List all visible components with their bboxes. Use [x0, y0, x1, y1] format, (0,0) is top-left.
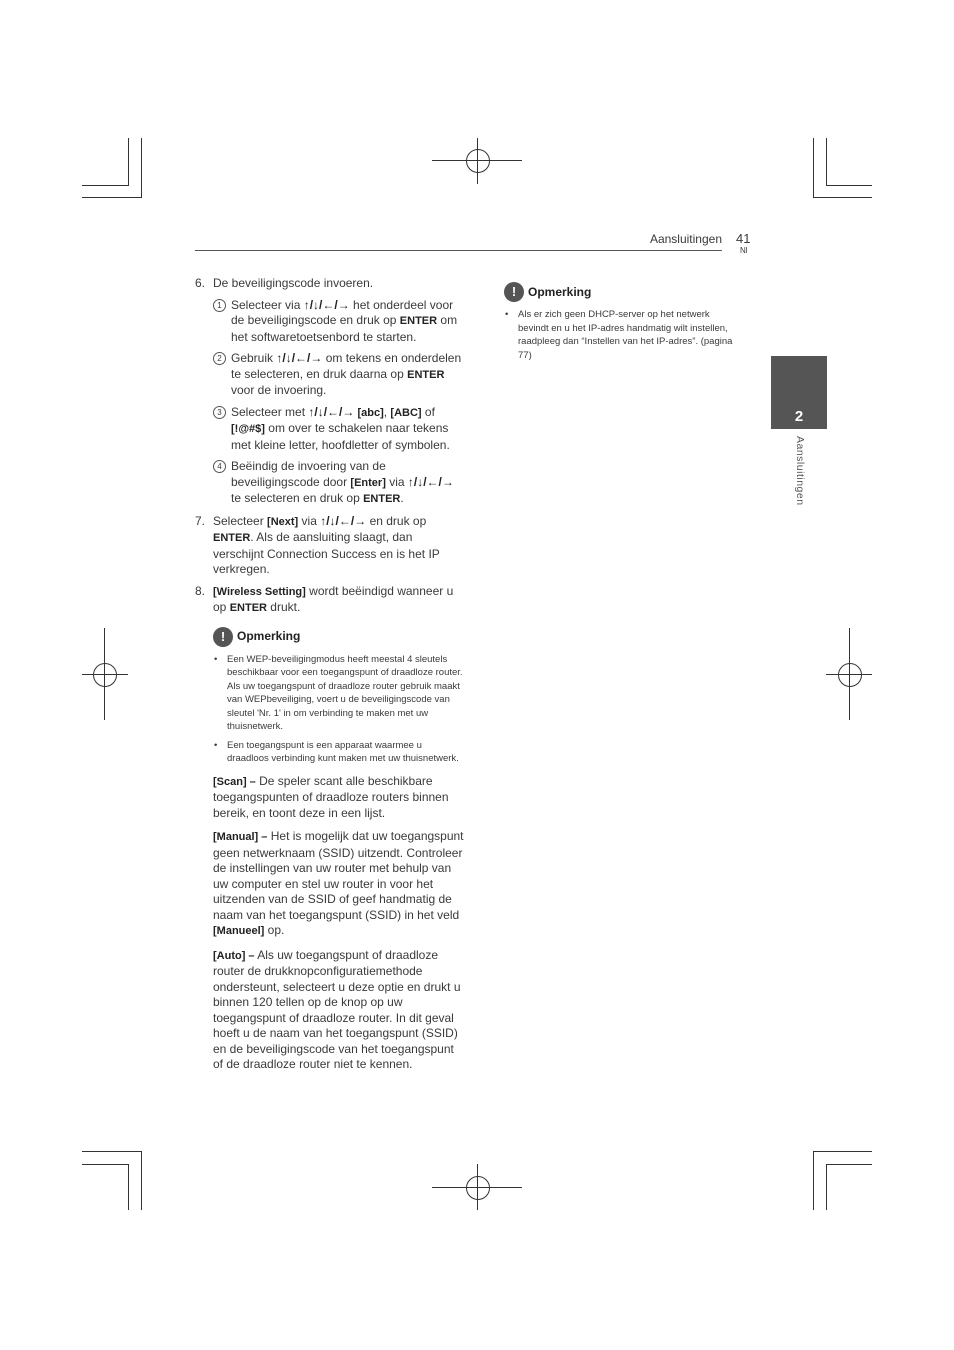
note-header — [504, 282, 740, 302]
key-label: [ABC] — [390, 406, 422, 419]
crop-mark — [826, 1164, 827, 1210]
crop-mark — [813, 197, 872, 198]
crop-mark — [82, 197, 141, 198]
substep-3 — [213, 405, 465, 454]
option-scan — [213, 774, 465, 822]
text: om tekens en onderdelen te selecteren, en druk daarna op — [231, 351, 462, 381]
text: en druk op — [366, 513, 427, 528]
registration-circle — [466, 149, 490, 173]
note-list — [213, 653, 465, 766]
text: voor de invoering. — [231, 383, 327, 397]
arrow-keys-icon: ↑/↓/←/→ — [308, 404, 355, 419]
text: Als uw toegangspunt of draadloze router de drukknopconfiguratiemethode ondersteunt, selecteert u deze optie en drukt u binnen 120 tellen op de knop op uw toegangspunt of draadloze router. In dit geval hoeft u de naam van het toegangspunt (SSID) en de beveiligingscode van het toegangspunt of de draadloze router niet te kennen. — [213, 947, 461, 1071]
note-item: • Als er zich geen DHCP-server op het netwerk bevindt en u het IP-adres handmatig wilt instellen, raadpleeg dan “Instellen van het IP-adres”. (pagina 77) — [504, 308, 740, 362]
header-section-title: Aansluitingen — [649, 232, 722, 246]
text: wordt beëindigd wanneer u op — [213, 583, 454, 614]
substep-marker: 3 — [213, 406, 226, 419]
exclamation-icon: ! — [213, 627, 233, 647]
registration-circle — [466, 1176, 490, 1200]
page-number: 41 — [736, 231, 751, 246]
key-label: [Enter] — [350, 476, 386, 489]
substep-4 — [213, 459, 465, 508]
chapter-tab — [771, 356, 827, 429]
key-label: [Manueel] — [213, 925, 265, 937]
header-rule — [195, 250, 722, 251]
text: het onderdeel voor de beveiligingscode en druk op — [231, 297, 454, 327]
substep-marker: 2 — [213, 352, 226, 365]
crop-mark — [128, 1164, 129, 1210]
option-label: [Manual] – — [213, 831, 268, 843]
step-text: De beveiligingscode invoeren. — [213, 276, 374, 290]
key-label: ENTER — [363, 493, 401, 505]
note-title: Opmerking — [528, 285, 592, 299]
text: Selecteer via — [231, 297, 304, 312]
text: via — [385, 474, 408, 489]
crop-mark — [82, 1164, 128, 1165]
text: op. — [264, 923, 285, 937]
text: De speler scant alle beschikbare toegangspunten of draadloze routers binnen bereik, en toont deze in een lijst. — [213, 773, 449, 820]
text: via — [298, 513, 321, 528]
text: of — [421, 404, 435, 419]
text: te selecteren en druk op — [231, 491, 364, 505]
text: om over te schakelen naar tekens met kleine letter, hoofdletter of symbolen. — [231, 421, 450, 452]
substep-marker: 4 — [213, 460, 226, 473]
text: , — [383, 404, 391, 419]
key-label: ENTER — [213, 532, 251, 544]
language-code: Nl — [740, 246, 748, 255]
text: Het is mogelijk dat uw toegangspunt geen netwerknaam (SSID) uitzendt. Controleer de instellingen van uw router met behulp van uw computer en stel uw router in voor het uitzenden van de SSID of geef handmatig de naam van het toegangspunt (SSID) in het veld — [213, 829, 464, 922]
chapter-side-label: Aansluitingen — [794, 436, 806, 506]
text: om het softwaretoetsenbord te starten. — [231, 313, 458, 344]
key-label: ENTER — [407, 368, 445, 381]
note-item: • Een WEP-beveiligingmodus heeft meestal 4 sleutels beschikbaar voor een toegangspunt of draadloze router. Als uw toegangspunt of draadloze router gebruik maakt van WEPbeveiliging, voert u de beveiligingscode van sleutel 'Nr. 1' in om verbinding te maken met uw thuisnetwerk. — [213, 653, 465, 734]
text: . Als de aansluiting slaagt, dan verschijnt Connection Success en is het IP verkregen. — [213, 530, 440, 576]
key-label: ENTER — [399, 315, 438, 327]
exclamation-icon: ! — [504, 282, 524, 302]
registration-circle — [93, 663, 117, 687]
step-7 — [195, 514, 465, 578]
text: . — [400, 491, 404, 505]
text: drukt. — [266, 600, 301, 614]
key-label: ENTER — [229, 602, 267, 614]
option-auto — [213, 948, 465, 1073]
note-header — [213, 627, 465, 647]
step-6 — [195, 276, 465, 508]
step-8 — [195, 584, 465, 617]
arrow-keys-icon: ↑/↓/←/→ — [303, 297, 350, 312]
key-label: [Next] — [267, 515, 299, 528]
crop-mark — [826, 138, 827, 186]
crop-mark — [141, 138, 142, 198]
step-number: 7. — [195, 513, 206, 528]
arrow-keys-icon: ↑/↓/←/→ — [276, 351, 323, 365]
step-number: 8. — [195, 583, 206, 598]
crop-mark — [813, 1151, 814, 1210]
step-number: 6. — [195, 276, 206, 290]
note-list — [504, 308, 740, 362]
crop-mark — [82, 1151, 141, 1152]
left-column — [195, 276, 465, 1073]
option-label: [Auto] – — [213, 949, 255, 962]
right-column — [504, 282, 740, 367]
chapter-number: 2 — [794, 408, 804, 425]
substep-1 — [213, 298, 465, 346]
crop-mark — [813, 1151, 872, 1152]
arrow-keys-icon: ↑/↓/←/→ — [320, 513, 367, 528]
crop-mark — [128, 138, 129, 186]
key-label: [Wireless Setting] — [213, 585, 306, 598]
crop-mark — [826, 1164, 872, 1165]
note-item: • Een toegangspunt is een apparaat waarmee u draadloos verbinding kunt maken met uw thuisnetwerk. — [213, 739, 465, 766]
key-label: [abc] — [354, 406, 384, 419]
substep-marker: 1 — [213, 299, 226, 312]
substep-2 — [213, 351, 465, 399]
text: Selecteer — [213, 513, 268, 528]
option-label: [Scan] – — [213, 775, 256, 788]
crop-mark — [813, 138, 814, 198]
crop-mark — [141, 1151, 142, 1210]
text: Gebruik — [231, 351, 277, 365]
note-title: Opmerking — [237, 628, 301, 643]
option-manual — [213, 829, 465, 940]
text: Selecteer met — [231, 404, 309, 419]
note-left — [213, 627, 465, 766]
registration-circle — [838, 663, 862, 687]
text: Beëindig de invoering van de beveiligingscode door — [231, 459, 386, 489]
key-label: [!@#$] — [231, 423, 265, 435]
crop-mark — [826, 185, 872, 186]
arrow-keys-icon: ↑/↓/←/→ — [407, 474, 454, 489]
crop-mark — [82, 185, 128, 186]
